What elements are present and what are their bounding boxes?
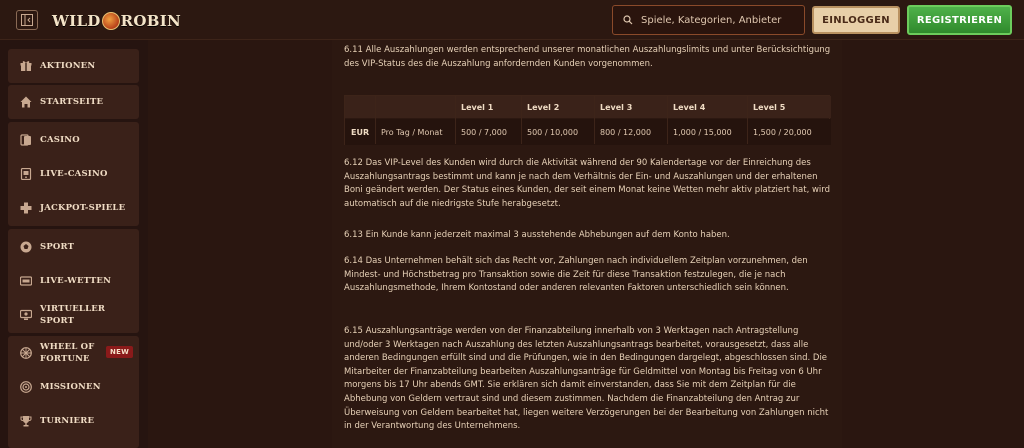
register-button[interactable]: REGISTRIEREN — [907, 5, 1012, 35]
table-cell: 800 / 12,000 — [600, 127, 652, 137]
collapse-sidebar-icon — [21, 14, 33, 26]
sidebar-item-jackpot[interactable] — [8, 191, 139, 225]
sidebar-item-wheel-of-fortune[interactable] — [8, 336, 139, 370]
logo-text-wild: WILD — [52, 12, 101, 30]
sidebar-item-startseite[interactable] — [8, 85, 139, 119]
nav-group-casino — [8, 122, 139, 226]
table-header-cell: Level 5 — [753, 102, 786, 112]
trophy-icon — [20, 415, 32, 427]
table-divider — [521, 96, 522, 144]
sidebar-item-sport[interactable] — [8, 230, 139, 264]
search-icon — [623, 15, 633, 25]
nav-group-promotions — [8, 49, 139, 83]
sidebar-item-label: WHEEL OF FORTUNE — [40, 342, 95, 364]
table-cell: Pro Tag / Monat — [381, 127, 443, 137]
sidebar-item-label: MISSIONEN — [40, 382, 101, 392]
table-header-cell: Level 2 — [527, 102, 560, 112]
sidebar-item-label: JACKPOT-SPIELE — [40, 203, 126, 213]
sidebar-item-casino[interactable] — [8, 123, 139, 157]
virtual-sport-icon — [20, 309, 32, 321]
sidebar — [0, 40, 148, 448]
table-header-row — [345, 96, 831, 118]
wheel-icon — [20, 347, 32, 359]
section-6-14: 6.14 Das Unternehmen behält sich das Recht vor, Zahlungen nach individuellem Zeitplan vorzunehmen, den Mindest- und Höchstbetrag pro Transaktion sowie die Zeit für diese Transaktion festzulegen, die je nach Auszahlungsmethode, Ihrem Kontostand oder anderen relevanten Faktoren unterschiedlich sein können. — [344, 256, 808, 294]
cards-icon — [20, 134, 32, 146]
site-logo[interactable] — [52, 9, 181, 33]
logo-text-robin: ROBIN — [120, 12, 182, 30]
sidebar-item-label: STARTSEITE — [40, 97, 104, 107]
sidebar-item-label: SPORT — [40, 242, 75, 252]
table-header-cell: Level 3 — [600, 102, 633, 112]
table-cell: 500 / 10,000 — [527, 127, 579, 137]
nav-group-home — [8, 85, 139, 119]
search-placeholder: Spiele, Kategorien, Anbieter — [641, 14, 782, 26]
home-icon — [20, 96, 32, 108]
sidebar-item-live-wetten[interactable] — [8, 264, 139, 298]
table-cell: EUR — [351, 127, 370, 137]
sidebar-item-label: LIVE-CASINO — [40, 169, 108, 179]
nav-group-sport — [8, 229, 139, 333]
sidebar-item-label: AKTIONEN — [40, 61, 96, 71]
gift-icon — [20, 60, 32, 72]
ball-icon — [20, 241, 32, 253]
table-divider — [594, 96, 595, 144]
sidebar-item-aktionen[interactable] — [8, 49, 139, 83]
section-6-15: 6.15 Auszahlungsanträge werden von der Finanzabteilung innerhalb von 3 Werktagen nach Antragstellung und/oder 3 Werktagen nach Auszahlung des letzten Auszahlungsantrags bearbeitet, vorausgesetzt, dass alle anderen Bedingungen erfüllt sind und die Prüfungen, wie in den Bedingungen dargelegt, abgeschlossen sind. Die Mitarbeiter der Finanzabteilung bearbeiten Auszahlungsanträge für Geldmittel von Montag bis Freitag von 6 Uhr morgens bis 17 Uhr abends GMT. Sie erklären sich damit einverstanden, dass Sie mit dem Zeitplan für die Abhebung von Geldern vertraut sind und diesem zustimmen. Nachdem die Finanzabteilung den Antrag zur Überweisung von Geldern bearbeitet hat, liegen weitere Verzögerungen bei der Bearbeitung von Zahlungen nicht in der Verantwortung des Unternehmens. — [344, 326, 829, 432]
sidebar-item-label: CASINO — [40, 135, 80, 145]
table-header-cell: Level 4 — [673, 102, 706, 112]
login-button[interactable]: EINLOGGEN — [812, 6, 900, 34]
live-casino-icon — [20, 168, 32, 180]
sidebar-item-turniere[interactable] — [8, 404, 139, 438]
sidebar-item-virtueller-sport[interactable] — [8, 298, 139, 332]
section-6-13: 6.13 Ein Kunde kann jederzeit maximal 3 ausstehende Abhebungen auf dem Konto haben. — [344, 230, 730, 240]
sidebar-toggle-button[interactable] — [16, 10, 38, 30]
table-header-cell: Level 1 — [461, 102, 494, 112]
section-6-12: 6.12 Das VIP-Level des Kunden wird durch die Aktivität während der 90 Kalendertage vor der Einreichung des Auszahlungsantrags bestimmt und kann je nach dem Verhältnis der Ein- und Auszahlungen und der erhaltenen Boni geändert werden. Der Status eines Kunden, der seit einem Monat keine Wetten mehr aktiv platziert hat, wird automatisch auf die niedrigste Stufe herabgesetzt. — [344, 158, 831, 209]
table-row — [345, 119, 831, 145]
table-cell: 1,000 / 15,000 — [673, 127, 732, 137]
section-6-11: 6.11 Alle Auszahlungen werden entsprechend unserer monatlichen Auszahlungslimits und unter Berücksichtigung des VIP-Status des die Auszahlung anfordernden Kunden vorgenommen. — [344, 45, 831, 69]
table-divider — [747, 96, 748, 144]
table-cell: 500 / 7,000 — [461, 127, 507, 137]
table-divider — [375, 96, 376, 144]
live-tv-icon — [20, 275, 32, 287]
search-input[interactable] — [612, 5, 805, 35]
withdrawal-limits-table — [344, 95, 830, 145]
sidebar-item-label: VIRTUELLER SPORT — [40, 304, 106, 326]
logo-emblem-icon — [102, 12, 120, 30]
target-icon — [20, 381, 32, 393]
top-header — [0, 0, 1024, 40]
jackpot-icon — [20, 202, 32, 214]
new-badge: NEW — [106, 346, 133, 358]
sidebar-item-missionen[interactable] — [8, 370, 139, 404]
table-divider — [455, 96, 456, 144]
table-cell: 1,500 / 20,000 — [753, 127, 812, 137]
sidebar-item-label: LIVE-WETTEN — [40, 276, 112, 286]
sidebar-item-live-casino[interactable] — [8, 157, 139, 191]
terms-content — [332, 40, 842, 448]
table-divider — [667, 96, 668, 144]
nav-group-extras — [8, 336, 139, 448]
sidebar-item-label: TURNIERE — [40, 416, 95, 426]
